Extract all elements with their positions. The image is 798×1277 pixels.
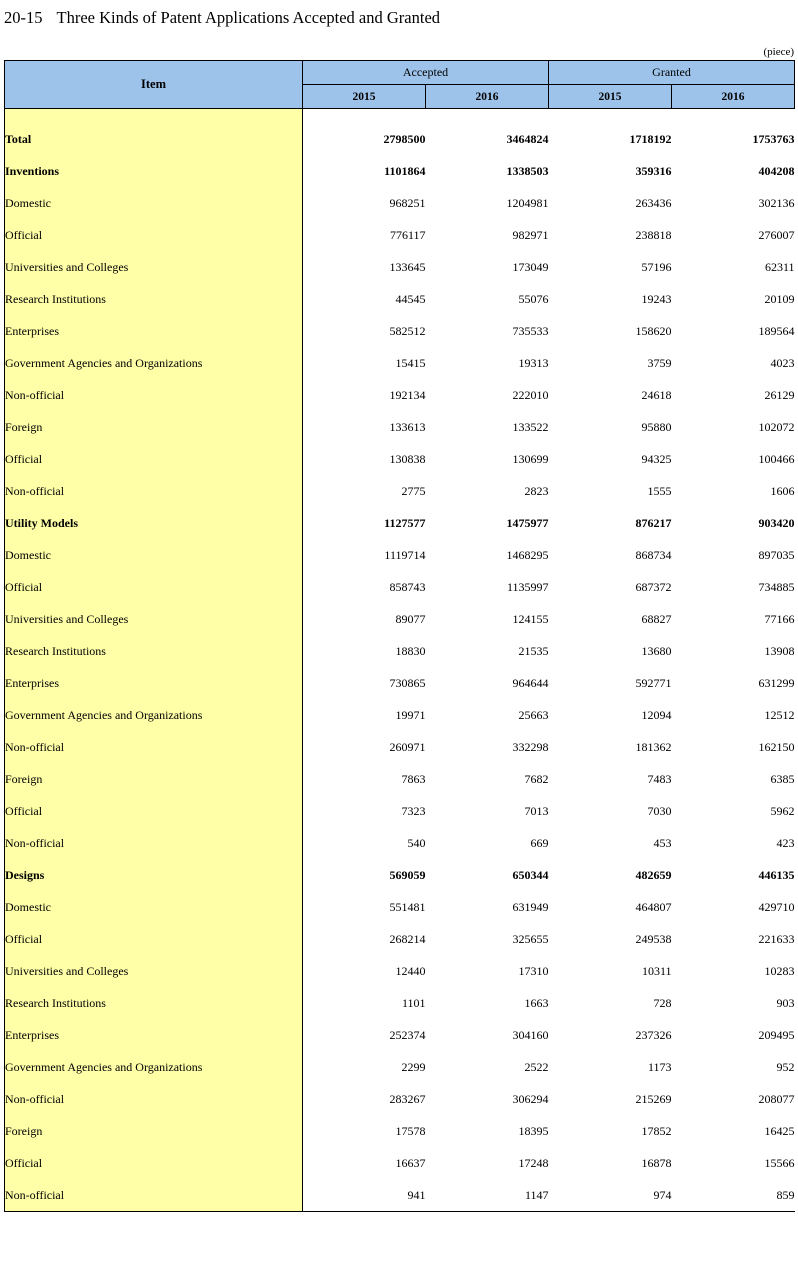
- row-value: 17248: [426, 1147, 549, 1179]
- row-label: Official: [5, 1147, 303, 1179]
- table-row: [5, 795, 795, 827]
- table-spacer-row: [5, 109, 795, 124]
- row-value: 1127577: [303, 507, 426, 539]
- row-value: 12512: [672, 699, 795, 731]
- table-row: [5, 603, 795, 635]
- row-value: 173049: [426, 251, 549, 283]
- header-group-accepted: Accepted: [303, 61, 549, 85]
- row-value: 18830: [303, 635, 426, 667]
- row-value: 302136: [672, 187, 795, 219]
- row-value: 57196: [549, 251, 672, 283]
- row-label: Research Institutions: [5, 987, 303, 1019]
- table-header: [5, 61, 795, 109]
- row-value: 582512: [303, 315, 426, 347]
- row-value: 19313: [426, 347, 549, 379]
- row-value: 631949: [426, 891, 549, 923]
- table-row: [5, 987, 795, 1019]
- row-value: 17310: [426, 955, 549, 987]
- row-value: 283267: [303, 1083, 426, 1115]
- row-value: 569059: [303, 859, 426, 891]
- row-label: Government Agencies and Organizations: [5, 699, 303, 731]
- table-body: [5, 109, 795, 1212]
- spacer-value-cell: [303, 109, 426, 124]
- row-value: 68827: [549, 603, 672, 635]
- spacer-value-cell: [426, 109, 549, 124]
- row-label: Non-official: [5, 731, 303, 763]
- row-value: 325655: [426, 923, 549, 955]
- row-value: 16878: [549, 1147, 672, 1179]
- row-value: 859: [672, 1179, 795, 1212]
- row-value: 650344: [426, 859, 549, 891]
- row-value: 404208: [672, 155, 795, 187]
- header-year-granted-2015: 2015: [549, 85, 672, 109]
- table-row: [5, 1019, 795, 1051]
- row-value: 1475977: [426, 507, 549, 539]
- row-value: 77166: [672, 603, 795, 635]
- row-value: 249538: [549, 923, 672, 955]
- row-value: 1753763: [672, 123, 795, 155]
- row-value: 540: [303, 827, 426, 859]
- row-value: 2823: [426, 475, 549, 507]
- row-value: 18395: [426, 1115, 549, 1147]
- table-row: [5, 187, 795, 219]
- row-value: 2775: [303, 475, 426, 507]
- row-value: 268214: [303, 923, 426, 955]
- row-value: 209495: [672, 1019, 795, 1051]
- spacer-item-cell: [5, 109, 303, 124]
- row-value: 25663: [426, 699, 549, 731]
- row-label: Inventions: [5, 155, 303, 187]
- row-value: 21535: [426, 635, 549, 667]
- row-value: 24618: [549, 379, 672, 411]
- row-value: 974: [549, 1179, 672, 1212]
- row-value: 7483: [549, 763, 672, 795]
- table-row: [5, 827, 795, 859]
- row-value: 1663: [426, 987, 549, 1019]
- row-value: 100466: [672, 443, 795, 475]
- row-value: 4023: [672, 347, 795, 379]
- table-row: [5, 1051, 795, 1083]
- row-value: 260971: [303, 731, 426, 763]
- row-value: 130699: [426, 443, 549, 475]
- row-value: 55076: [426, 283, 549, 315]
- row-value: 222010: [426, 379, 549, 411]
- row-value: 15415: [303, 347, 426, 379]
- row-value: 1606: [672, 475, 795, 507]
- row-label: Government Agencies and Organizations: [5, 347, 303, 379]
- row-value: 7682: [426, 763, 549, 795]
- row-value: 868734: [549, 539, 672, 571]
- row-value: 858743: [303, 571, 426, 603]
- row-value: 13680: [549, 635, 672, 667]
- table-row: [5, 859, 795, 891]
- page-title: [0, 0, 798, 28]
- row-label: Official: [5, 571, 303, 603]
- row-value: 102072: [672, 411, 795, 443]
- table-row: [5, 475, 795, 507]
- table-number: 20-15: [4, 8, 43, 27]
- row-value: 876217: [549, 507, 672, 539]
- row-value: 776117: [303, 219, 426, 251]
- row-label: Official: [5, 923, 303, 955]
- row-value: 482659: [549, 859, 672, 891]
- row-value: 903420: [672, 507, 795, 539]
- spacer-value-cell: [672, 109, 795, 124]
- row-label: Foreign: [5, 763, 303, 795]
- table-row: [5, 1083, 795, 1115]
- row-value: 306294: [426, 1083, 549, 1115]
- row-value: 19243: [549, 283, 672, 315]
- row-value: 221633: [672, 923, 795, 955]
- table-row: [5, 571, 795, 603]
- row-value: 7013: [426, 795, 549, 827]
- row-value: 903: [672, 987, 795, 1019]
- table-row: [5, 1147, 795, 1179]
- row-value: 669: [426, 827, 549, 859]
- row-value: 276007: [672, 219, 795, 251]
- row-label: Enterprises: [5, 315, 303, 347]
- row-value: 1173: [549, 1051, 672, 1083]
- row-label: Non-official: [5, 475, 303, 507]
- table-row: [5, 891, 795, 923]
- table-row: [5, 763, 795, 795]
- row-label: Non-official: [5, 1179, 303, 1212]
- row-label: Research Institutions: [5, 635, 303, 667]
- row-label: Designs: [5, 859, 303, 891]
- row-value: 237326: [549, 1019, 672, 1051]
- row-value: 897035: [672, 539, 795, 571]
- row-value: 19971: [303, 699, 426, 731]
- row-value: 982971: [426, 219, 549, 251]
- table-row: [5, 347, 795, 379]
- row-label: Enterprises: [5, 667, 303, 699]
- row-value: 189564: [672, 315, 795, 347]
- row-value: 133613: [303, 411, 426, 443]
- row-value: 133522: [426, 411, 549, 443]
- row-value: 3464824: [426, 123, 549, 155]
- row-value: 238818: [549, 219, 672, 251]
- row-value: 95880: [549, 411, 672, 443]
- row-value: 3759: [549, 347, 672, 379]
- row-value: 687372: [549, 571, 672, 603]
- row-label: Official: [5, 795, 303, 827]
- row-value: 453: [549, 827, 672, 859]
- row-value: 464807: [549, 891, 672, 923]
- row-label: Enterprises: [5, 1019, 303, 1051]
- row-value: 6385: [672, 763, 795, 795]
- row-value: 1101: [303, 987, 426, 1019]
- row-value: 252374: [303, 1019, 426, 1051]
- row-value: 968251: [303, 187, 426, 219]
- row-value: 263436: [549, 187, 672, 219]
- patent-statistics-table: [4, 60, 795, 1212]
- row-value: 964644: [426, 667, 549, 699]
- spacer-value-cell: [549, 109, 672, 124]
- row-value: 941: [303, 1179, 426, 1212]
- row-value: 631299: [672, 667, 795, 699]
- header-year-granted-2016: 2016: [672, 85, 795, 109]
- row-value: 1135997: [426, 571, 549, 603]
- table-row: [5, 219, 795, 251]
- row-value: 1555: [549, 475, 672, 507]
- row-value: 7323: [303, 795, 426, 827]
- table-row: [5, 123, 795, 155]
- row-value: 20109: [672, 283, 795, 315]
- row-value: 62311: [672, 251, 795, 283]
- table-row: [5, 1115, 795, 1147]
- row-value: 1338503: [426, 155, 549, 187]
- row-value: 359316: [549, 155, 672, 187]
- table-row: [5, 411, 795, 443]
- row-value: 1204981: [426, 187, 549, 219]
- row-value: 1718192: [549, 123, 672, 155]
- row-value: 446135: [672, 859, 795, 891]
- row-value: 16637: [303, 1147, 426, 1179]
- row-label: Foreign: [5, 1115, 303, 1147]
- row-value: 1119714: [303, 539, 426, 571]
- row-value: 10283: [672, 955, 795, 987]
- row-value: 16425: [672, 1115, 795, 1147]
- table-title-text: Three Kinds of Patent Applications Accepted and Granted: [56, 8, 441, 27]
- table-row: [5, 731, 795, 763]
- row-value: 181362: [549, 731, 672, 763]
- row-label: Government Agencies and Organizations: [5, 1051, 303, 1083]
- row-label: Universities and Colleges: [5, 251, 303, 283]
- row-label: Domestic: [5, 187, 303, 219]
- row-value: 551481: [303, 891, 426, 923]
- table-row: [5, 1179, 795, 1212]
- row-value: 5962: [672, 795, 795, 827]
- row-label: Non-official: [5, 1083, 303, 1115]
- row-value: 1468295: [426, 539, 549, 571]
- table-row: [5, 699, 795, 731]
- row-value: 10311: [549, 955, 672, 987]
- row-value: 192134: [303, 379, 426, 411]
- row-label: Research Institutions: [5, 283, 303, 315]
- row-value: 7863: [303, 763, 426, 795]
- table-row: [5, 315, 795, 347]
- unit-label: (piece): [763, 46, 794, 58]
- header-row-groups: [5, 61, 795, 85]
- header-item: Item: [5, 61, 303, 109]
- row-value: 429710: [672, 891, 795, 923]
- row-value: 133645: [303, 251, 426, 283]
- table-row: [5, 507, 795, 539]
- row-value: 592771: [549, 667, 672, 699]
- row-label: Official: [5, 219, 303, 251]
- row-value: 12094: [549, 699, 672, 731]
- row-value: 1147: [426, 1179, 549, 1212]
- row-value: 130838: [303, 443, 426, 475]
- table-row: [5, 283, 795, 315]
- row-value: 728: [549, 987, 672, 1019]
- table-row: [5, 443, 795, 475]
- row-value: 44545: [303, 283, 426, 315]
- row-label: Universities and Colleges: [5, 955, 303, 987]
- row-value: 304160: [426, 1019, 549, 1051]
- row-label: Non-official: [5, 827, 303, 859]
- row-label: Non-official: [5, 379, 303, 411]
- row-value: 13908: [672, 635, 795, 667]
- row-label: Total: [5, 123, 303, 155]
- row-value: 2798500: [303, 123, 426, 155]
- row-value: 26129: [672, 379, 795, 411]
- row-label: Foreign: [5, 411, 303, 443]
- row-label: Utility Models: [5, 507, 303, 539]
- table-row: [5, 635, 795, 667]
- row-value: 735533: [426, 315, 549, 347]
- header-group-granted: Granted: [549, 61, 795, 85]
- table-row: [5, 155, 795, 187]
- row-value: 1101864: [303, 155, 426, 187]
- row-label: Official: [5, 443, 303, 475]
- row-value: 12440: [303, 955, 426, 987]
- row-label: Domestic: [5, 891, 303, 923]
- row-value: 158620: [549, 315, 672, 347]
- table-row: [5, 955, 795, 987]
- row-value: 215269: [549, 1083, 672, 1115]
- row-value: 730865: [303, 667, 426, 699]
- table-row: [5, 539, 795, 571]
- row-value: 124155: [426, 603, 549, 635]
- row-value: 89077: [303, 603, 426, 635]
- row-value: 7030: [549, 795, 672, 827]
- row-value: 162150: [672, 731, 795, 763]
- header-year-accepted-2015: 2015: [303, 85, 426, 109]
- row-value: 952: [672, 1051, 795, 1083]
- row-value: 423: [672, 827, 795, 859]
- table-row: [5, 667, 795, 699]
- row-label: Universities and Colleges: [5, 603, 303, 635]
- row-value: 734885: [672, 571, 795, 603]
- row-value: 2299: [303, 1051, 426, 1083]
- row-value: 17578: [303, 1115, 426, 1147]
- row-value: 94325: [549, 443, 672, 475]
- row-label: Domestic: [5, 539, 303, 571]
- table-row: [5, 251, 795, 283]
- table-row: [5, 923, 795, 955]
- row-value: 15566: [672, 1147, 795, 1179]
- row-value: 2522: [426, 1051, 549, 1083]
- row-value: 17852: [549, 1115, 672, 1147]
- row-value: 332298: [426, 731, 549, 763]
- header-year-accepted-2016: 2016: [426, 85, 549, 109]
- row-value: 208077: [672, 1083, 795, 1115]
- table-row: [5, 379, 795, 411]
